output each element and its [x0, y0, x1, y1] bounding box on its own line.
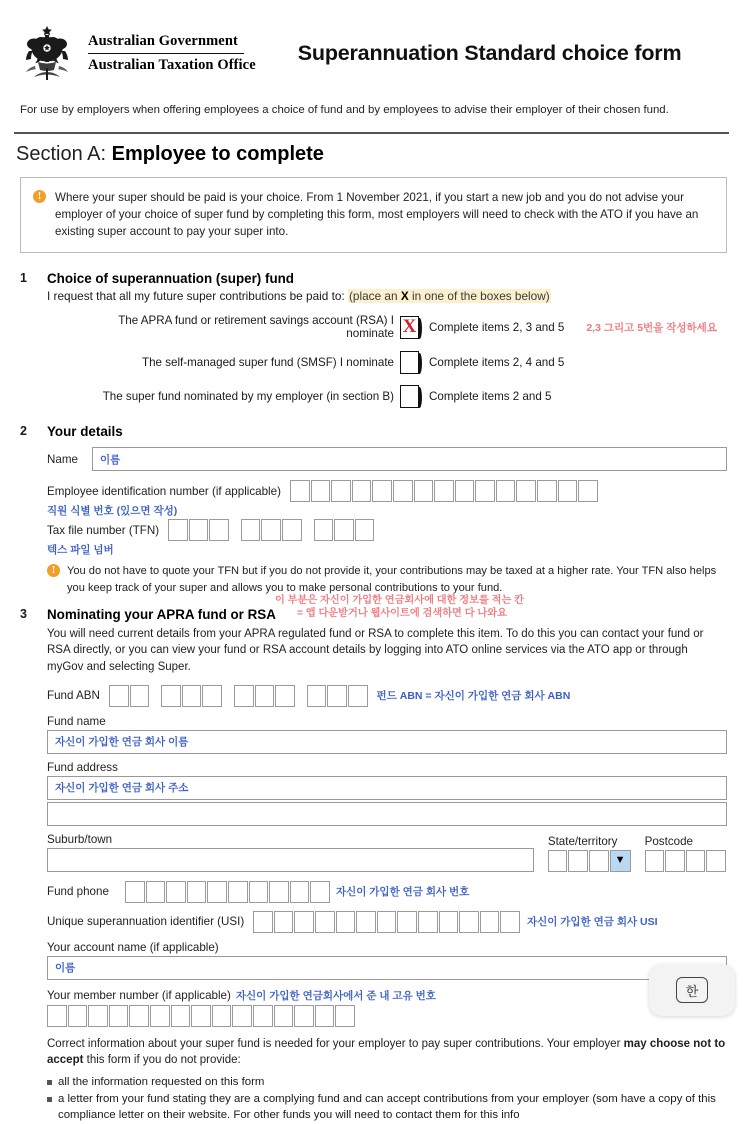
char-cell[interactable]: [314, 519, 334, 541]
checkbox-apra-mark: X: [402, 315, 417, 337]
char-cell[interactable]: [282, 519, 302, 541]
item-2-heading: Your details: [47, 424, 123, 440]
char-cell[interactable]: [480, 911, 500, 933]
item-1: [20, 271, 727, 408]
hint-post: in one of the boxes below): [408, 289, 550, 304]
suburb-state-postcode-row: [47, 833, 727, 872]
char-cell[interactable]: [168, 519, 188, 541]
char-cell[interactable]: [171, 1005, 191, 1027]
char-cell[interactable]: [255, 685, 275, 707]
char-cell[interactable]: [393, 480, 413, 502]
choice-row-employer: [74, 385, 727, 408]
fund-phone-boxes[interactable]: [125, 881, 331, 903]
korean-ime-key[interactable]: 한: [676, 977, 708, 1003]
usi-boxes[interactable]: [253, 911, 521, 933]
abn-boxes[interactable]: [109, 685, 369, 707]
footer-bullet-list: [47, 1074, 727, 1124]
char-cell[interactable]: [355, 519, 375, 541]
char-cell[interactable]: [356, 911, 376, 933]
item-2-number: 2: [20, 424, 27, 439]
choice-complete-employer: Complete items 2 and 5: [429, 390, 552, 404]
checkbox-smsf[interactable]: [400, 351, 419, 374]
section-a-title: Employee to complete: [111, 143, 324, 165]
char-cell[interactable]: [397, 911, 417, 933]
chevron-down-icon: ▼: [614, 854, 626, 867]
checkbox-apra[interactable]: [400, 316, 419, 339]
char-cell[interactable]: [109, 685, 129, 707]
char-cell[interactable]: [459, 911, 479, 933]
char-cell[interactable]: [109, 1005, 129, 1027]
item-3-paragraph: You will need current details from your APRA regulated fund or RSA to complete this item. To do this you can contact your fund or RSA directly, or you can view your fund or RSA account details by logging into ATO online services via the ATO app or through myGov and selecting Super.: [47, 627, 704, 673]
char-cell[interactable]: [294, 1005, 314, 1027]
char-cell[interactable]: [335, 1005, 355, 1027]
char-cell[interactable]: [568, 850, 588, 872]
usi-row: [47, 911, 727, 933]
warning-icon: !: [47, 564, 60, 577]
employee-id-boxes[interactable]: [290, 480, 599, 502]
char-cell[interactable]: [327, 685, 347, 707]
postcode-label: Postcode: [644, 834, 693, 848]
suburb-group: [47, 833, 534, 872]
fund-address-input-line1[interactable]: 자신이 가입한 연금 회사 주소: [47, 776, 727, 800]
char-cell[interactable]: [290, 480, 310, 502]
char-cell[interactable]: [290, 881, 310, 903]
char-cell[interactable]: [274, 1005, 294, 1027]
item-1-request: [47, 289, 727, 303]
name-input[interactable]: 이름: [92, 447, 727, 471]
char-cell[interactable]: [202, 685, 222, 707]
char-cell[interactable]: [294, 911, 314, 933]
char-cell[interactable]: [161, 685, 181, 707]
char-cell[interactable]: [496, 480, 516, 502]
member-number-label-row: [47, 988, 727, 1003]
item-1-request-hint: [348, 289, 551, 303]
cell-gap: [150, 685, 161, 707]
item-1-number: 1: [20, 271, 27, 286]
char-cell[interactable]: [310, 881, 330, 903]
cell-gap: [303, 519, 314, 541]
abn-row: [47, 685, 727, 707]
char-cell[interactable]: [253, 911, 273, 933]
state-boxes[interactable]: [548, 850, 610, 872]
choice-label-employer: The super fund nominated by my employer (in section B): [102, 390, 394, 404]
footer-para-b: may choose not to accept: [47, 1037, 726, 1067]
tfn-boxes[interactable]: [168, 519, 375, 541]
fund-phone-row: [47, 881, 727, 903]
char-cell[interactable]: [234, 685, 254, 707]
char-cell[interactable]: [706, 850, 726, 872]
char-cell[interactable]: [589, 850, 609, 872]
abn-label: Fund ABN: [47, 689, 100, 703]
tfn-row: [47, 519, 727, 541]
char-cell[interactable]: [307, 685, 327, 707]
government-wordmark: [88, 32, 256, 73]
char-cell[interactable]: [249, 881, 269, 903]
info-callout: [20, 177, 727, 253]
char-cell[interactable]: [232, 1005, 252, 1027]
footer-bullet-2: a letter from your fund stating they are a complying fund and can accept contributions from your employer (som have a copy of this compliance letter on their website. For other funds you will need to contact them for this info: [58, 1093, 716, 1122]
hint-x: X: [400, 289, 409, 304]
char-cell[interactable]: [212, 1005, 232, 1027]
fund-address-input-line2[interactable]: [47, 802, 727, 826]
char-cell[interactable]: [269, 881, 289, 903]
cell-gap: [230, 519, 241, 541]
item-3-heading: Nominating your APRA fund or RSA: [47, 606, 276, 622]
char-cell[interactable]: [150, 1005, 170, 1027]
usi-note-ko: 자신이 가입한 연금 회사 USI: [526, 916, 658, 929]
item-3: [20, 594, 727, 1124]
employee-id-row: [47, 480, 727, 502]
gov-line-2: Australian Taxation Office: [88, 56, 256, 73]
char-cell[interactable]: [166, 881, 186, 903]
char-cell[interactable]: [130, 685, 150, 707]
tfn-warning-row: [47, 563, 727, 595]
char-cell[interactable]: [207, 881, 227, 903]
item-3-number: 3: [20, 606, 27, 621]
state-boxes-row: [548, 850, 631, 872]
char-cell[interactable]: [665, 850, 685, 872]
char-cell[interactable]: [348, 685, 368, 707]
usi-label: Unique superannuation identifier (USI): [47, 915, 245, 929]
char-cell[interactable]: [372, 480, 392, 502]
state-label: State/territory: [547, 834, 618, 848]
fund-name-label: Fund name: [47, 714, 106, 728]
item-3-note-ko-line-1: 이 부분은 자신이 가입한 연금회사에 대한 정보를 적는 칸: [275, 594, 524, 606]
char-cell[interactable]: [352, 480, 372, 502]
char-cell[interactable]: [261, 519, 281, 541]
hint-pre: (place an: [349, 289, 401, 304]
bullet-square-icon: [47, 1080, 52, 1085]
abn-note-ko: 펀드 ABN = 자신이 가입한 연금 회사 ABN: [376, 690, 571, 703]
postcode-boxes[interactable]: [645, 850, 727, 872]
fund-name-input[interactable]: 자신이 가입한 연금 회사 이름: [47, 730, 727, 754]
cell-gap: [223, 685, 234, 707]
char-cell[interactable]: [434, 480, 454, 502]
fund-phone-label: Fund phone: [47, 885, 109, 899]
footer-paragraph: [47, 1036, 727, 1069]
suburb-input[interactable]: [47, 848, 534, 872]
char-cell[interactable]: [315, 1005, 335, 1027]
char-cell[interactable]: [209, 519, 229, 541]
account-name-input[interactable]: 이름: [47, 956, 727, 980]
char-cell[interactable]: [439, 911, 459, 933]
page-header: [0, 0, 743, 82]
wordmark-divider: [88, 53, 244, 54]
item-2: [20, 424, 727, 595]
char-cell[interactable]: [311, 480, 331, 502]
name-label: Name: [47, 452, 78, 466]
char-cell[interactable]: [645, 850, 665, 872]
bullet-square-icon: [47, 1097, 52, 1102]
section-a-divider: [14, 132, 729, 134]
char-cell[interactable]: [275, 685, 295, 707]
char-cell[interactable]: [334, 519, 354, 541]
cell-gap: [296, 685, 307, 707]
char-cell[interactable]: [558, 480, 578, 502]
gov-line-1: Australian Government: [88, 33, 238, 50]
tfn-note-ko: 텍스 파일 넘버: [47, 544, 114, 557]
char-cell[interactable]: [578, 480, 598, 502]
char-cell[interactable]: [500, 911, 520, 933]
char-cell[interactable]: [253, 1005, 273, 1027]
char-cell[interactable]: [47, 1005, 67, 1027]
char-cell[interactable]: [274, 911, 294, 933]
footer-para-a: Correct information about your super fund is needed for your employer to pay super contributions. Your employer: [47, 1037, 624, 1050]
item-3-note-ko: [275, 594, 524, 622]
checkbox-employer[interactable]: [400, 385, 419, 408]
char-cell[interactable]: [88, 1005, 108, 1027]
choice-note-apra-ko: 2,3 그리고 5번을 작성하세요: [586, 321, 717, 334]
char-cell[interactable]: [475, 480, 495, 502]
footer-para-c: this form if you do not provide:: [83, 1054, 241, 1067]
fund-phone-note-ko: 자신이 가입한 연금 회사 번호: [335, 886, 470, 899]
choice-label-apra: The APRA fund or retirement savings account (RSA) I nominate: [118, 314, 394, 341]
list-item: [47, 1091, 727, 1123]
char-cell[interactable]: [686, 850, 706, 872]
char-cell[interactable]: [182, 685, 202, 707]
footer-bullet-1: all the information requested on this form: [58, 1075, 265, 1088]
employee-id-note-ko: 직원 식별 번호 (있으면 작성): [47, 505, 178, 518]
state-group: [548, 835, 631, 872]
info-icon: !: [33, 190, 46, 203]
choice-complete-apra: Complete items 2, 3 and 5: [429, 320, 565, 334]
char-cell[interactable]: [537, 480, 557, 502]
char-cell[interactable]: [336, 911, 356, 933]
char-cell[interactable]: [418, 911, 438, 933]
item-1-request-prefix: I request that all my future super contributions be paid to:: [47, 289, 345, 304]
char-cell[interactable]: [241, 519, 261, 541]
char-cell[interactable]: [414, 480, 434, 502]
item-1-heading: Choice of superannuation (super) fund: [47, 271, 294, 287]
char-cell[interactable]: [68, 1005, 88, 1027]
section-a-heading: [16, 143, 743, 166]
char-cell[interactable]: [377, 911, 397, 933]
item-3-note-ko-line-2: = 앱 다운받거나 웹사이트에 검색하면 다 나와요: [297, 608, 507, 620]
korean-ime-badge[interactable]: [649, 964, 735, 1016]
char-cell[interactable]: [129, 1005, 149, 1027]
list-item: [47, 1074, 727, 1090]
section-a-label: Section A:: [16, 143, 107, 165]
employee-id-label: Employee identification number (if applicable): [47, 484, 281, 498]
postcode-group: [645, 835, 727, 872]
choice-label-smsf: The self-managed super fund (SMSF) I nominate: [142, 356, 394, 370]
account-name-label: Your account name (if applicable): [47, 940, 219, 954]
tfn-warning-text: You do not have to quote your TFN but if you do not provide it, your contributions may be taxed at a higher rate. Your TFN also helps you keep track of your super and allows you to make personal contributions to your fund.: [67, 565, 717, 594]
char-cell[interactable]: [516, 480, 536, 502]
char-cell[interactable]: [191, 1005, 211, 1027]
char-cell[interactable]: [331, 480, 351, 502]
member-number-boxes[interactable]: [47, 1005, 727, 1027]
fund-address-label: Fund address: [47, 760, 118, 774]
char-cell[interactable]: [189, 519, 209, 541]
choice-complete-smsf: Complete items 2, 4 and 5: [429, 356, 565, 370]
australian-coat-of-arms-icon: [16, 24, 78, 82]
char-cell[interactable]: [455, 480, 475, 502]
choice-row-smsf: [74, 351, 727, 374]
choice-row-apra: [74, 314, 727, 340]
char-cell[interactable]: [315, 911, 335, 933]
char-cell[interactable]: [146, 881, 166, 903]
info-callout-text: Where your super should be paid is your choice. From 1 November 2021, if you start a new job and you do not advise your employer of your choice of super fund by completing this form, most employers will need to check with the ATO if you have an existing super account to pay your super into.: [55, 191, 699, 239]
char-cell[interactable]: [187, 881, 207, 903]
char-cell[interactable]: [125, 881, 145, 903]
char-cell[interactable]: [228, 881, 248, 903]
tfn-label: Tax file number (TFN): [47, 523, 160, 537]
member-number-label: Your member number (if applicable): [47, 988, 231, 1002]
intro-text: For use by employers when offering employees a choice of fund and by employees to advise their employer of their chosen fund.: [20, 104, 669, 116]
member-number-note-ko: 자신이 가입한 연금회사에서 준 내 고유 번호: [235, 989, 436, 1002]
char-cell[interactable]: [548, 850, 568, 872]
page-title: Superannuation Standard choice form: [297, 40, 682, 65]
state-dropdown-button[interactable]: [610, 850, 631, 872]
name-field-row: [47, 447, 727, 471]
suburb-label: Suburb/town: [47, 832, 113, 846]
